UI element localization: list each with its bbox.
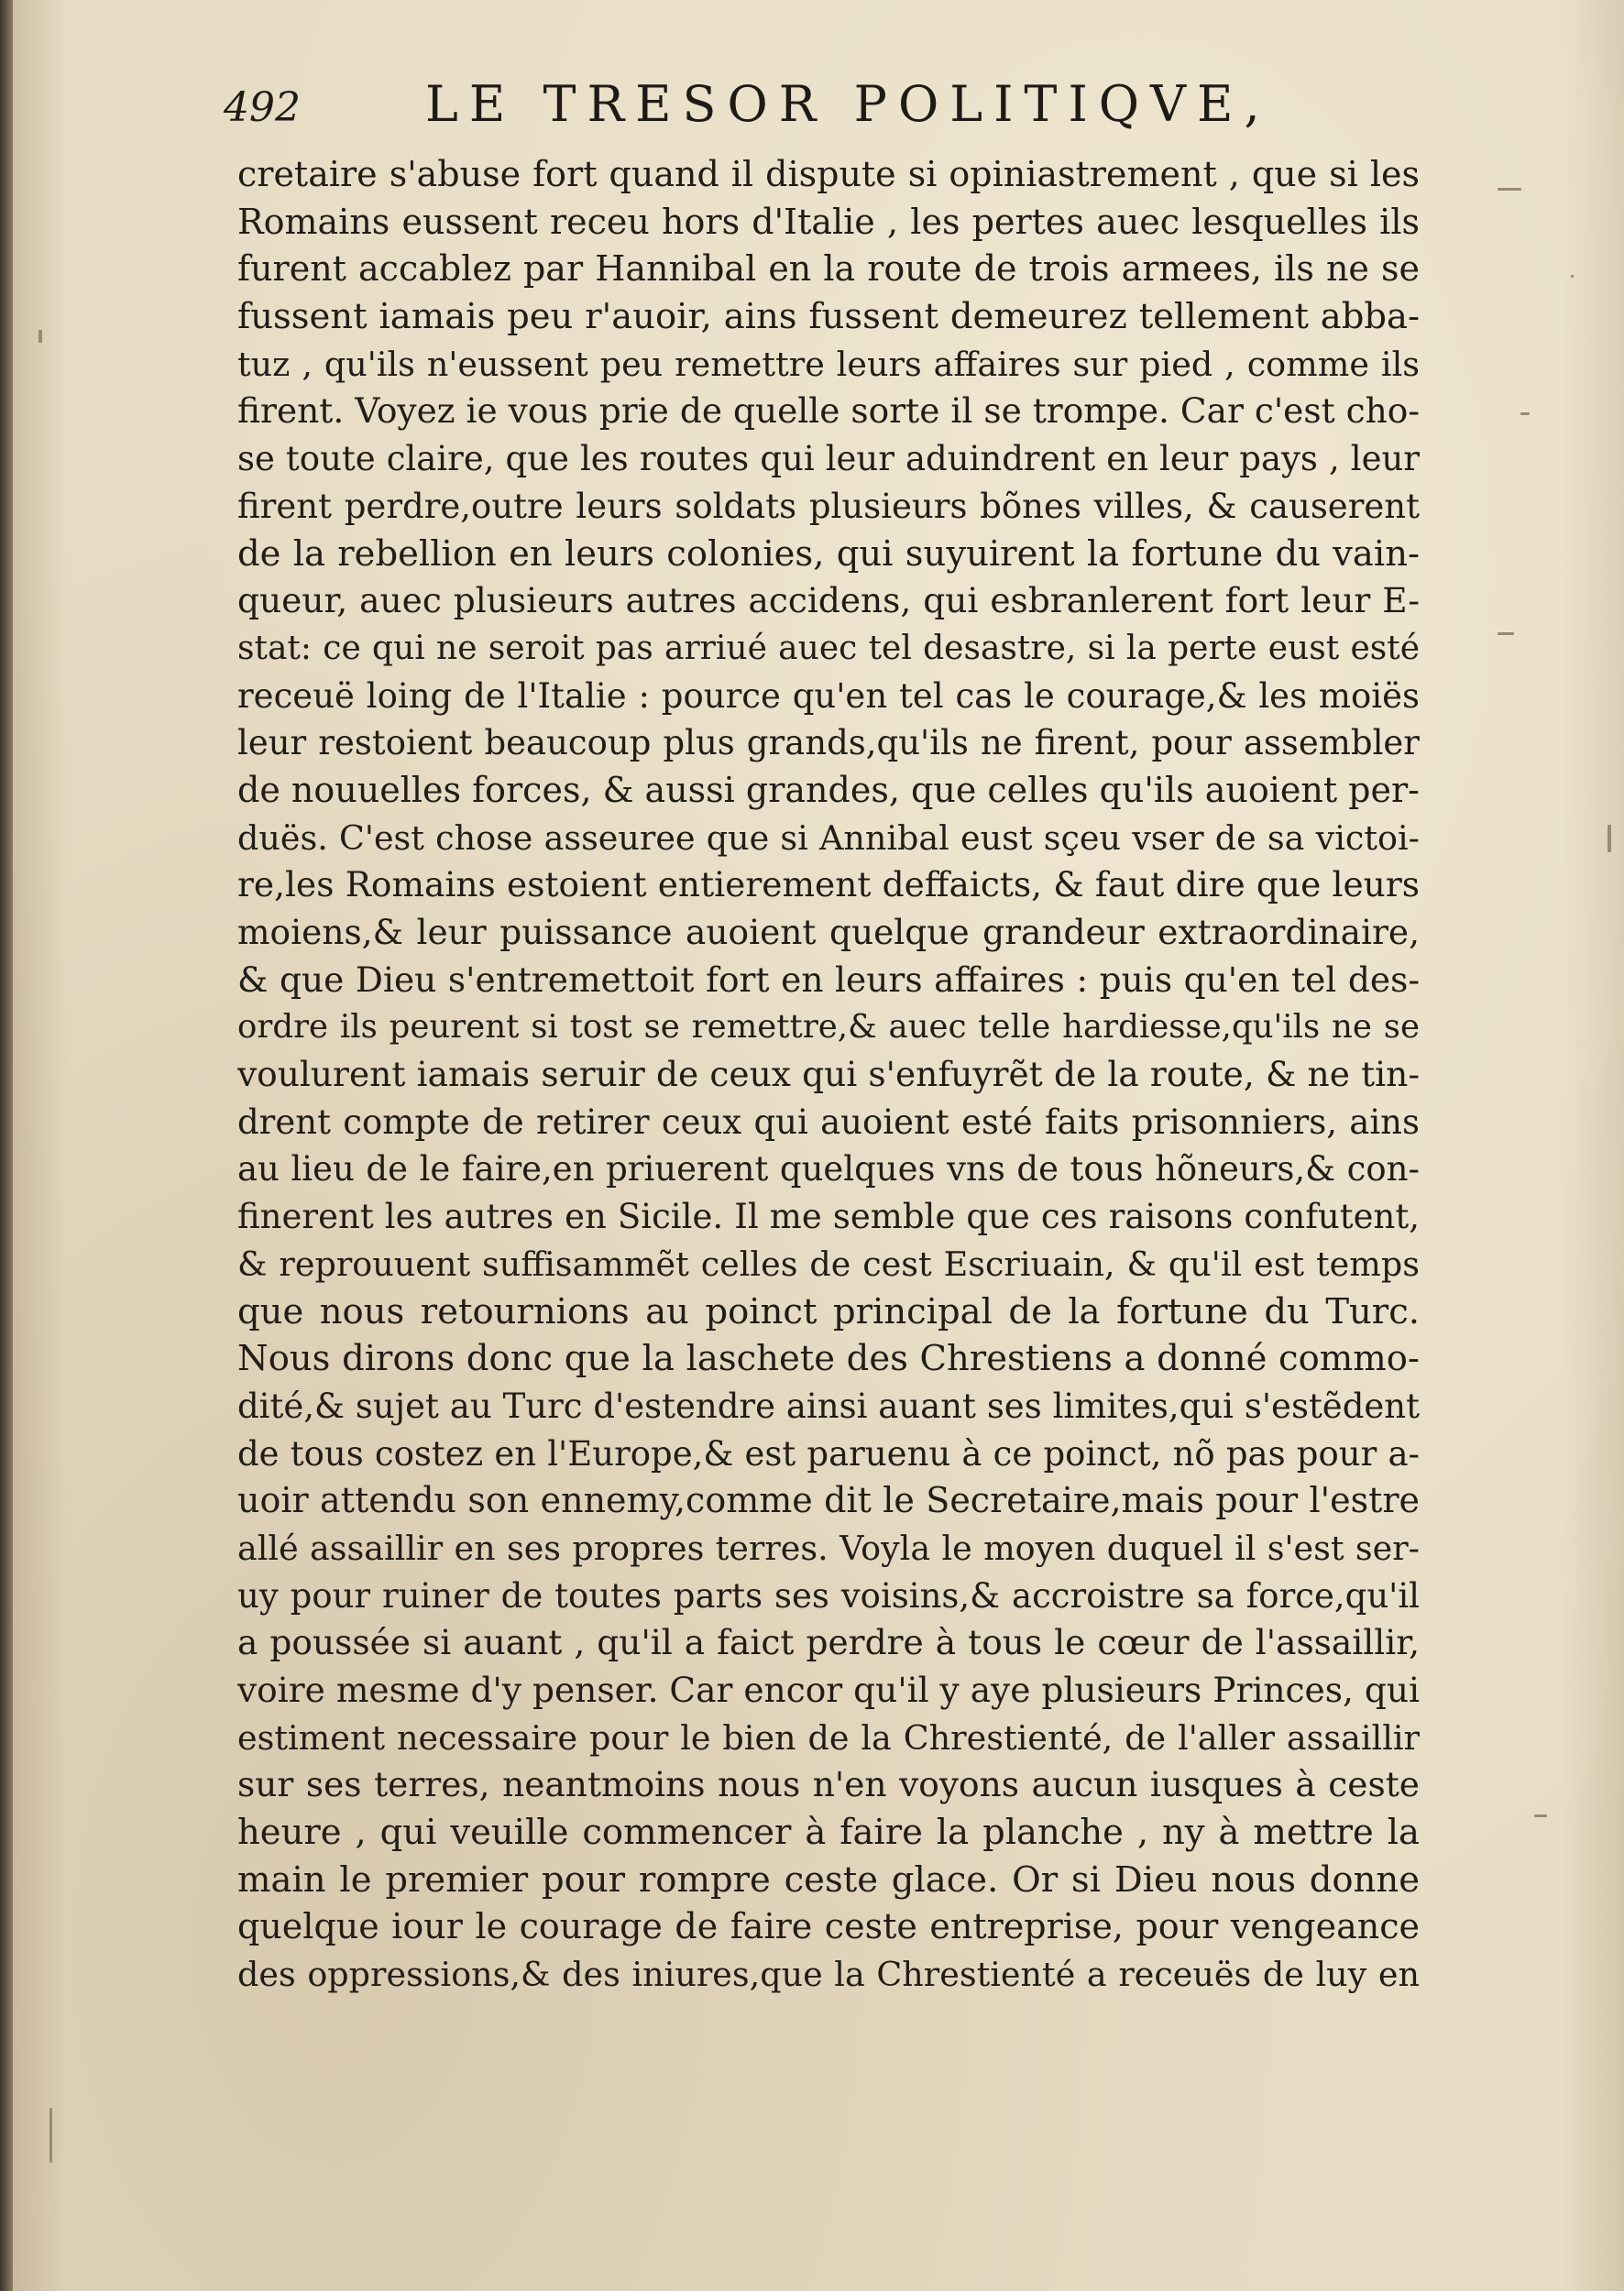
page-speck <box>38 330 42 343</box>
text-line: estiment necessaire pour le bien de la Chrestienté, de l'aller assaillir <box>237 1717 1420 1758</box>
page-speck <box>1534 1814 1547 1817</box>
text-line: se toute claire, que les routes qui leur aduindrent en leur pays , leur <box>237 439 1420 479</box>
text-line: leur restoient beaucoup plus grands,qu'ils ne firent, pour assembler <box>237 723 1420 763</box>
text-line: Romains eussent receu hors d'Italie , les pertes auec lesquelles ils <box>237 201 1420 242</box>
book-page <box>13 0 1624 2291</box>
text-line: heure , qui veuille commencer à faire la planche , ny à mettre la <box>237 1812 1420 1854</box>
page-speck <box>1498 632 1514 635</box>
text-line: de tous costez en l'Europe,& est paruenu à ce poinct, nõ pas pour a- <box>237 1433 1420 1474</box>
text-line: au lieu de le faire,en priuerent quelques vns de tous hõneurs,& con- <box>237 1149 1420 1189</box>
text-line: uy pour ruiner de toutes parts ses voisins,& accroistre sa force,qu'il <box>237 1575 1420 1616</box>
text-line: finerent les autres en Sicile. Il me semble que ces raisons confutent, <box>237 1197 1420 1237</box>
page-speck <box>1608 825 1611 852</box>
page-speck <box>49 2108 52 2163</box>
text-line: a poussée si auant , qu'il a faict perdre à tous le cœur de l'assaillir, <box>237 1622 1420 1663</box>
text-line: allé assaillir en ses propres terres. Voyla le moyen duquel il s'est ser- <box>237 1528 1420 1568</box>
text-line: voulurent iamais seruir de ceux qui s'enfuyrẽt de la route, & ne tin- <box>237 1054 1420 1095</box>
text-line: des oppressions,& des iniures,que la Chrestienté a receuës de luy en <box>237 1955 1420 1995</box>
text-line: stat: ce qui ne seroit pas arriué auec tel desastre, si la perte eust esté <box>237 629 1420 667</box>
text-line: furent accablez par Hannibal en la route de trois armees, ils ne se <box>237 248 1420 290</box>
text-line: fussent iamais peu r'auoir, ains fussent demeurez tellement abba- <box>237 296 1420 338</box>
text-line: drent compte de retirer ceux qui auoient esté faits prisonniers, ains <box>237 1102 1420 1142</box>
text-line: re,les Romains estoient entierement deffaicts, & faut dire que leurs <box>237 864 1420 905</box>
book-gutter-edge <box>0 0 13 2291</box>
running-title: LE TRESOR POLITIQVE, <box>425 75 1271 133</box>
text-line: Nous dirons donc que la laschete des Chrestiens a donné commo- <box>237 1338 1420 1380</box>
page-speck <box>1498 188 1521 191</box>
text-line: duës. C'est chose asseuree que si Annibal eust sçeu vser de sa victoi- <box>237 817 1420 858</box>
text-line: dité,& sujet au Turc d'estendre ainsi auant ses limites,qui s'estẽdent <box>237 1386 1420 1426</box>
text-line: main le premier pour rompre ceste glace. Or si Dieu nous donne <box>237 1858 1420 1901</box>
text-line: firent perdre,outre leurs soldats plusieurs bõnes villes, & causerent <box>237 486 1420 526</box>
text-line: & que Dieu s'entremettoit fort en leurs affaires : puis qu'en tel des- <box>237 959 1420 1000</box>
page-number: 492 <box>224 84 301 131</box>
text-line: de nouuelles forces, & aussi grandes, que celles qu'ils auoient per- <box>237 769 1420 810</box>
text-line: firent. Voyez ie vous prie de quelle sorte il se trompe. Car c'est cho- <box>237 390 1420 432</box>
text-line: moiens,& leur puissance auoient quelque grandeur extraordinaire, <box>237 912 1420 952</box>
text-line: uoir attendu son ennemy,comme dit le Secretaire,mais pour l'estre <box>237 1480 1420 1521</box>
text-line: tuz , qu'ils n'eussent peu remettre leurs affaires sur pied , comme ils <box>237 344 1420 384</box>
text-line: queur, auec plusieurs autres accidens, qui esbranlerent fort leur E- <box>237 580 1420 621</box>
text-line: voire mesme d'y penser. Car encor qu'il y aye plusieurs Princes, qui <box>237 1670 1420 1710</box>
text-line: cretaire s'abuse fort quand il dispute si opiniastrement , que si les <box>237 154 1420 194</box>
text-line: sur ses terres, neantmoins nous n'en voyons aucun iusques à ceste <box>237 1764 1420 1805</box>
body-text <box>237 151 1420 1999</box>
text-line: de la rebellion en leurs colonies, qui suyuirent la fortune du vain- <box>237 532 1420 575</box>
page-speck <box>1571 275 1574 278</box>
text-line: quelque iour le courage de faire ceste entreprise, pour vengeance <box>237 1906 1420 1947</box>
text-line: receuë loing de l'Italie : pource qu'en tel cas le courage,& les moiës <box>237 675 1420 716</box>
page-header <box>224 64 1415 156</box>
text-line: ordre ils peurent si tost se remettre,& auec telle hardiesse,qu'ils ne se <box>237 1008 1420 1047</box>
page-speck <box>1520 412 1530 415</box>
text-line: que nous retournions au poinct principal de la fortune du Turc. <box>237 1290 1420 1332</box>
text-line: & reprouuent suffisammẽt celles de cest Escriuain, & qu'il est temps <box>237 1244 1420 1284</box>
